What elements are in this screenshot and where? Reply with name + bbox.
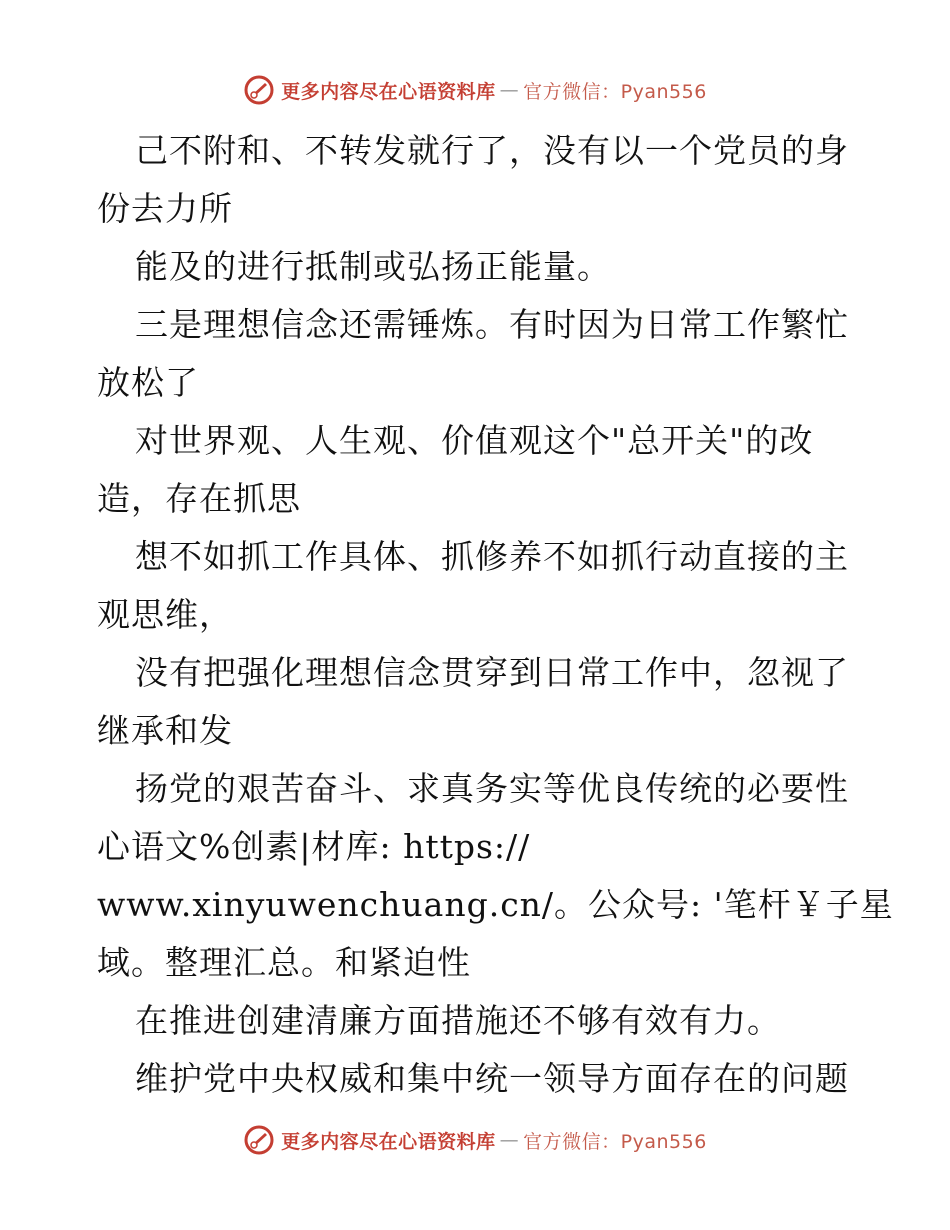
banner-wechat-text: 官方微信：Pyan556 bbox=[523, 80, 707, 103]
text-line: www.xinyuwenchuang.cn/。公众号: '笔杆￥子星 bbox=[97, 885, 894, 924]
text-line: 能及的进行抵制或弘扬正能量。 bbox=[135, 247, 611, 286]
text-line: 放松了 bbox=[97, 363, 199, 402]
banner-separator: — bbox=[499, 79, 520, 101]
text-line: 己不附和、不转发就行了，没有以一个党员的身 bbox=[135, 131, 849, 170]
banner-separator: — bbox=[499, 1129, 520, 1151]
text-line: 三是理想信念还需锤炼。有时因为日常工作繁忙 bbox=[135, 305, 849, 344]
xinyu-logo-icon bbox=[243, 74, 275, 106]
text-line: 造，存在抓思 bbox=[97, 479, 301, 518]
text-line: 份去力所 bbox=[97, 189, 233, 228]
header-watermark-banner bbox=[0, 70, 950, 110]
text-line: 域。整理汇总。和紧迫性 bbox=[97, 943, 471, 982]
footer-watermark-banner bbox=[0, 1120, 950, 1160]
text-line: 心语文%创素|材库: https:// bbox=[97, 827, 531, 866]
text-line: 想不如抓工作具体、抓修养不如抓行动直接的主 bbox=[135, 537, 849, 576]
text-line: 对世界观、人生观、价值观这个"总开关"的改 bbox=[135, 421, 814, 460]
text-line: 在推进创建清廉方面措施还不够有效有力。 bbox=[135, 1001, 781, 1040]
banner-wechat-text: 官方微信：Pyan556 bbox=[523, 1130, 707, 1153]
text-line: 扬党的艰苦奋斗、求真务实等优良传统的必要性 bbox=[135, 769, 849, 808]
banner-main-text: 更多内容尽在心语资料库 bbox=[281, 80, 496, 103]
document-body bbox=[97, 122, 894, 1108]
xinyu-logo-icon bbox=[243, 1124, 275, 1156]
text-line: 维护党中央权威和集中统一领导方面存在的问题 bbox=[135, 1059, 849, 1098]
banner-main-text: 更多内容尽在心语资料库 bbox=[281, 1130, 496, 1153]
text-line: 继承和发 bbox=[97, 711, 233, 750]
text-line: 没有把强化理想信念贯穿到日常工作中，忽视了 bbox=[135, 653, 849, 692]
text-line: 观思维， bbox=[97, 595, 233, 634]
